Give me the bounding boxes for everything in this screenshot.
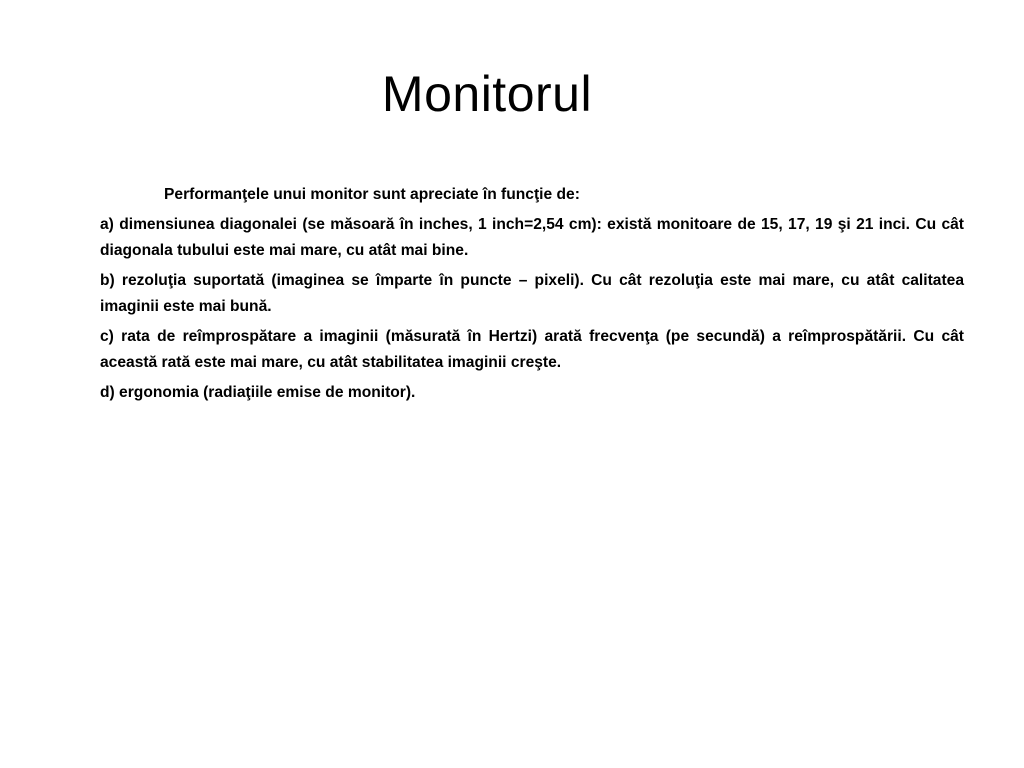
slide-body — [100, 182, 964, 410]
slide-title: Monitorul — [381, 66, 593, 122]
paragraph-c: c) rata de reîmprospătare a imaginii (măsurată în Hertzi) arată frecvenţa (pe secundă) a reîmprospătării. Cu cât această rată este mai mare, cu atât stabilitatea imaginii creşte. — [100, 328, 964, 371]
paragraph-d: d) ergonomia (radiaţiile emise de monitor). — [100, 384, 416, 401]
intro-text: Performanţele unui monitor sunt apreciate în funcţie de: — [164, 186, 580, 203]
paragraph-a: a) dimensiunea diagonalei (se măsoară în inches, 1 inch=2,54 cm): există monitoare de 15, 17, 19 şi 21 inci. Cu cât diagonala tubului este mai mare, cu atât mai bine. — [100, 216, 964, 259]
paragraph-b: b) rezoluţia suportată (imaginea se împarte în puncte – pixeli). Cu cât rezoluţia este mai mare, cu atât calitatea imaginii este mai bună. — [100, 272, 964, 315]
